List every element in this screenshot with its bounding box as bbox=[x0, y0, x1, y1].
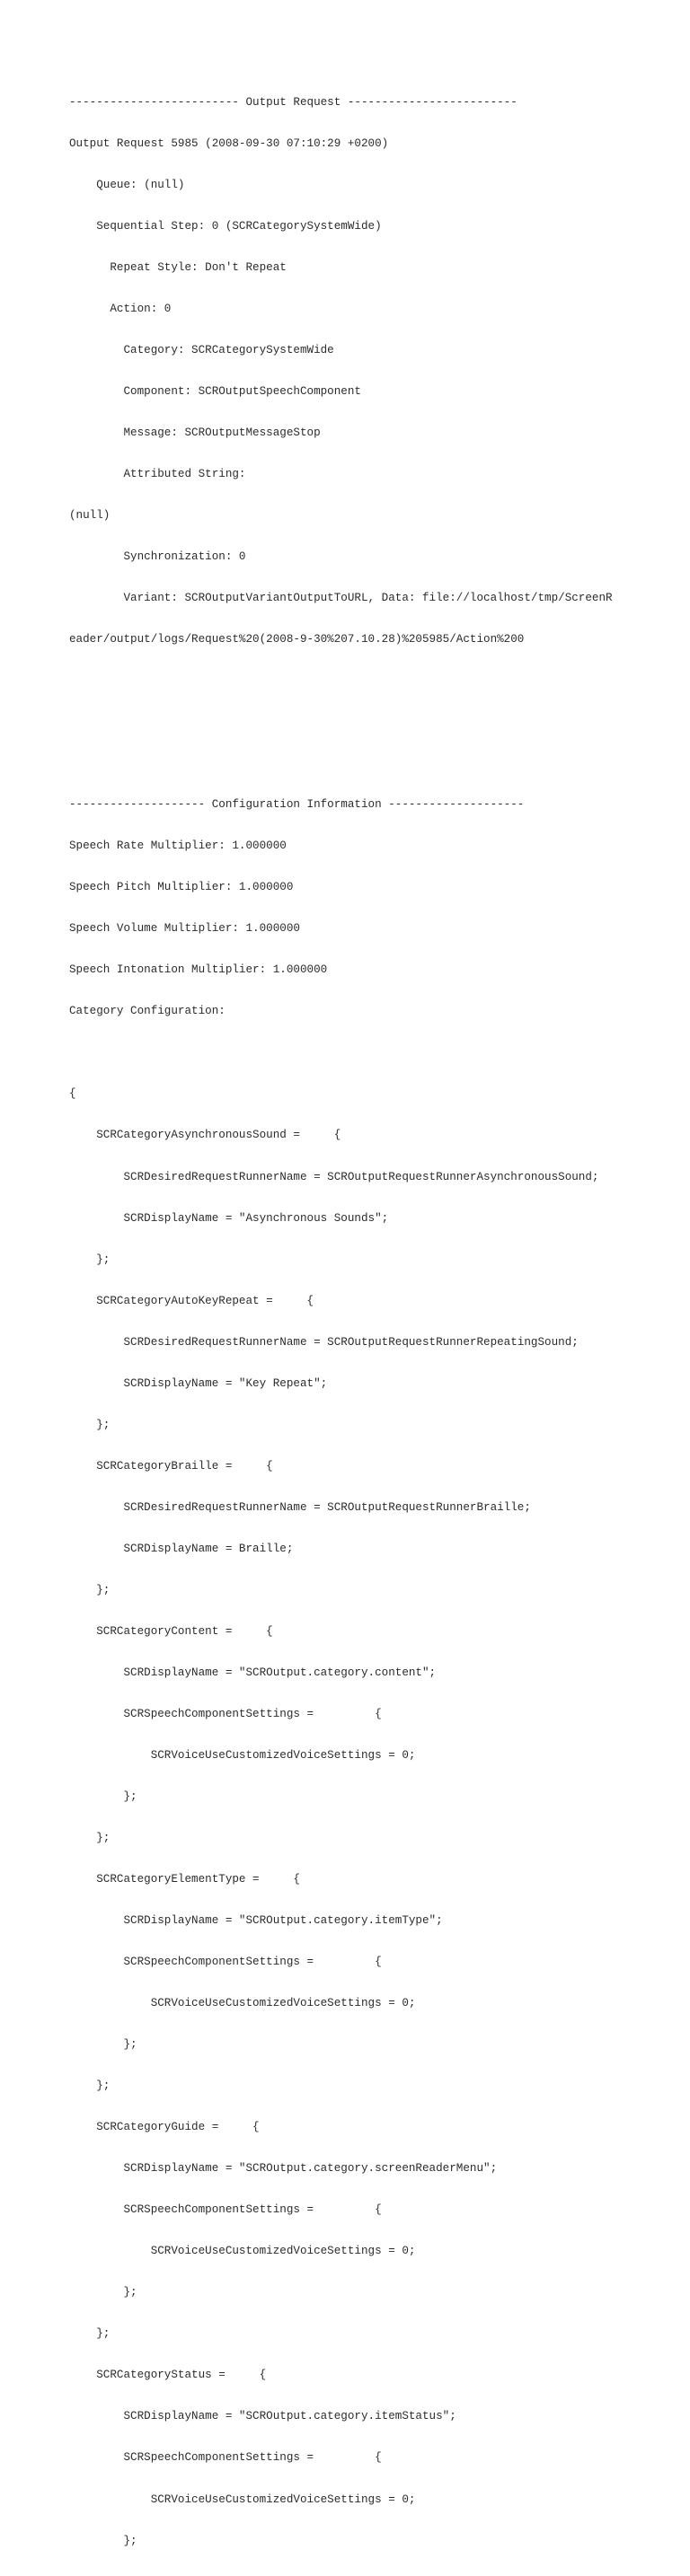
text-line: SCRSpeechComponentSettings = { bbox=[69, 2451, 382, 2465]
text-line: SCRCategoryAutoKeyRepeat = { bbox=[69, 1294, 314, 1307]
text-line bbox=[69, 674, 613, 688]
text-line: { bbox=[69, 1087, 76, 1101]
text-line: Sequential Step: 0 (SCRCategorySystemWide) bbox=[69, 219, 382, 233]
text-line: Component: SCROutputSpeechComponent bbox=[69, 384, 361, 398]
text-line: }; bbox=[69, 2534, 137, 2547]
text-line: SCRDisplayName = "Key Repeat"; bbox=[69, 1376, 328, 1390]
text-line: }; bbox=[69, 2327, 111, 2341]
text-line: eader/output/logs/Request%20(2008-9-30%207.10.28)%205985/Action%200 bbox=[69, 633, 525, 646]
text-line: SCRCategoryAsynchronousSound = { bbox=[69, 1129, 341, 1142]
text-line: SCRDisplayName = "SCROutput.category.content"; bbox=[69, 1666, 437, 1679]
text-line: SCRDisplayName = "SCROutput.category.itemStatus"; bbox=[69, 2410, 456, 2423]
text-line: Variant: SCROutputVariantOutputToURL, Data: file://localhost/tmp/ScreenR bbox=[69, 592, 613, 605]
text-line: }; bbox=[69, 1832, 111, 1844]
text-line: -------------------- Configuration Information -------------------- bbox=[69, 798, 525, 812]
text-line: SCRDesiredRequestRunnerName = SCROutputRequestRunnerRepeatingSound; bbox=[69, 1335, 579, 1349]
text-line: }; bbox=[69, 2038, 137, 2052]
text-line: }; bbox=[69, 1253, 111, 1266]
text-line: Synchronization: 0 bbox=[69, 550, 246, 564]
text-line: SCRDesiredRequestRunnerName = SCROutputRequestRunnerAsynchronousSound; bbox=[69, 1170, 599, 1183]
text-line: SCRCategoryContent = { bbox=[69, 1624, 273, 1638]
text-line: SCRSpeechComponentSettings = { bbox=[69, 1707, 382, 1720]
text-line: Queue: (null) bbox=[69, 178, 185, 191]
text-line: SCRSpeechComponentSettings = { bbox=[69, 2203, 382, 2217]
text-line: Output Request 5985 (2008-09-30 07:10:29 +0200) bbox=[69, 136, 389, 150]
text-line: }; bbox=[69, 2079, 111, 2093]
text-line: Category: SCRCategorySystemWide bbox=[69, 343, 334, 356]
text-line: }; bbox=[69, 1583, 111, 1596]
text-line: SCRSpeechComponentSettings = { bbox=[69, 1956, 382, 1969]
text-line: SCRVoiceUseCustomizedVoiceSettings = 0; bbox=[69, 1748, 416, 1762]
text-line: Message: SCROutputMessageStop bbox=[69, 426, 321, 439]
text-line: SCRDisplayName = "SCROutput.category.itemType"; bbox=[69, 1914, 443, 1928]
text-line: }; bbox=[69, 1418, 111, 1431]
text-line: Action: 0 bbox=[69, 302, 172, 315]
text-line: SCRDesiredRequestRunnerName = SCROutputRequestRunnerBraille; bbox=[69, 1500, 531, 1514]
text-line: SCRVoiceUseCustomizedVoiceSettings = 0; bbox=[69, 1997, 416, 2010]
text-line bbox=[69, 757, 613, 770]
text-line: }; bbox=[69, 2286, 137, 2299]
text-line: SCRVoiceUseCustomizedVoiceSettings = 0; bbox=[69, 2245, 416, 2258]
text-line: Speech Pitch Multiplier: 1.000000 bbox=[69, 881, 294, 894]
log-text-block bbox=[69, 68, 613, 2576]
text-line: SCRCategoryElementType = { bbox=[69, 1873, 300, 1886]
text-line: SCRCategoryGuide = { bbox=[69, 2121, 260, 2134]
text-line: Speech Intonation Multiplier: 1.000000 bbox=[69, 963, 328, 977]
text-line: (null) bbox=[69, 509, 111, 522]
text-line: SCRVoiceUseCustomizedVoiceSettings = 0; bbox=[69, 2492, 416, 2506]
text-line: SCRCategoryBraille = { bbox=[69, 1459, 273, 1473]
text-line: Speech Volume Multiplier: 1.000000 bbox=[69, 922, 300, 936]
text-line: SCRCategoryStatus = { bbox=[69, 2369, 267, 2382]
text-line: Speech Rate Multiplier: 1.000000 bbox=[69, 840, 287, 853]
text-line bbox=[69, 1046, 613, 1059]
text-line: ------------------------- Output Request ------------------------- bbox=[69, 95, 518, 109]
text-line: SCRDisplayName = "SCROutput.category.screenReaderMenu"; bbox=[69, 2162, 498, 2176]
text-line bbox=[69, 716, 613, 729]
text-line: Category Configuration: bbox=[69, 1005, 226, 1018]
text-line: SCRDisplayName = Braille; bbox=[69, 1542, 294, 1555]
text-line: Attributed String: bbox=[69, 467, 246, 480]
text-line: Repeat Style: Don't Repeat bbox=[69, 260, 287, 274]
text-line: SCRDisplayName = "Asynchronous Sounds"; bbox=[69, 1211, 389, 1225]
text-line: }; bbox=[69, 1789, 137, 1803]
